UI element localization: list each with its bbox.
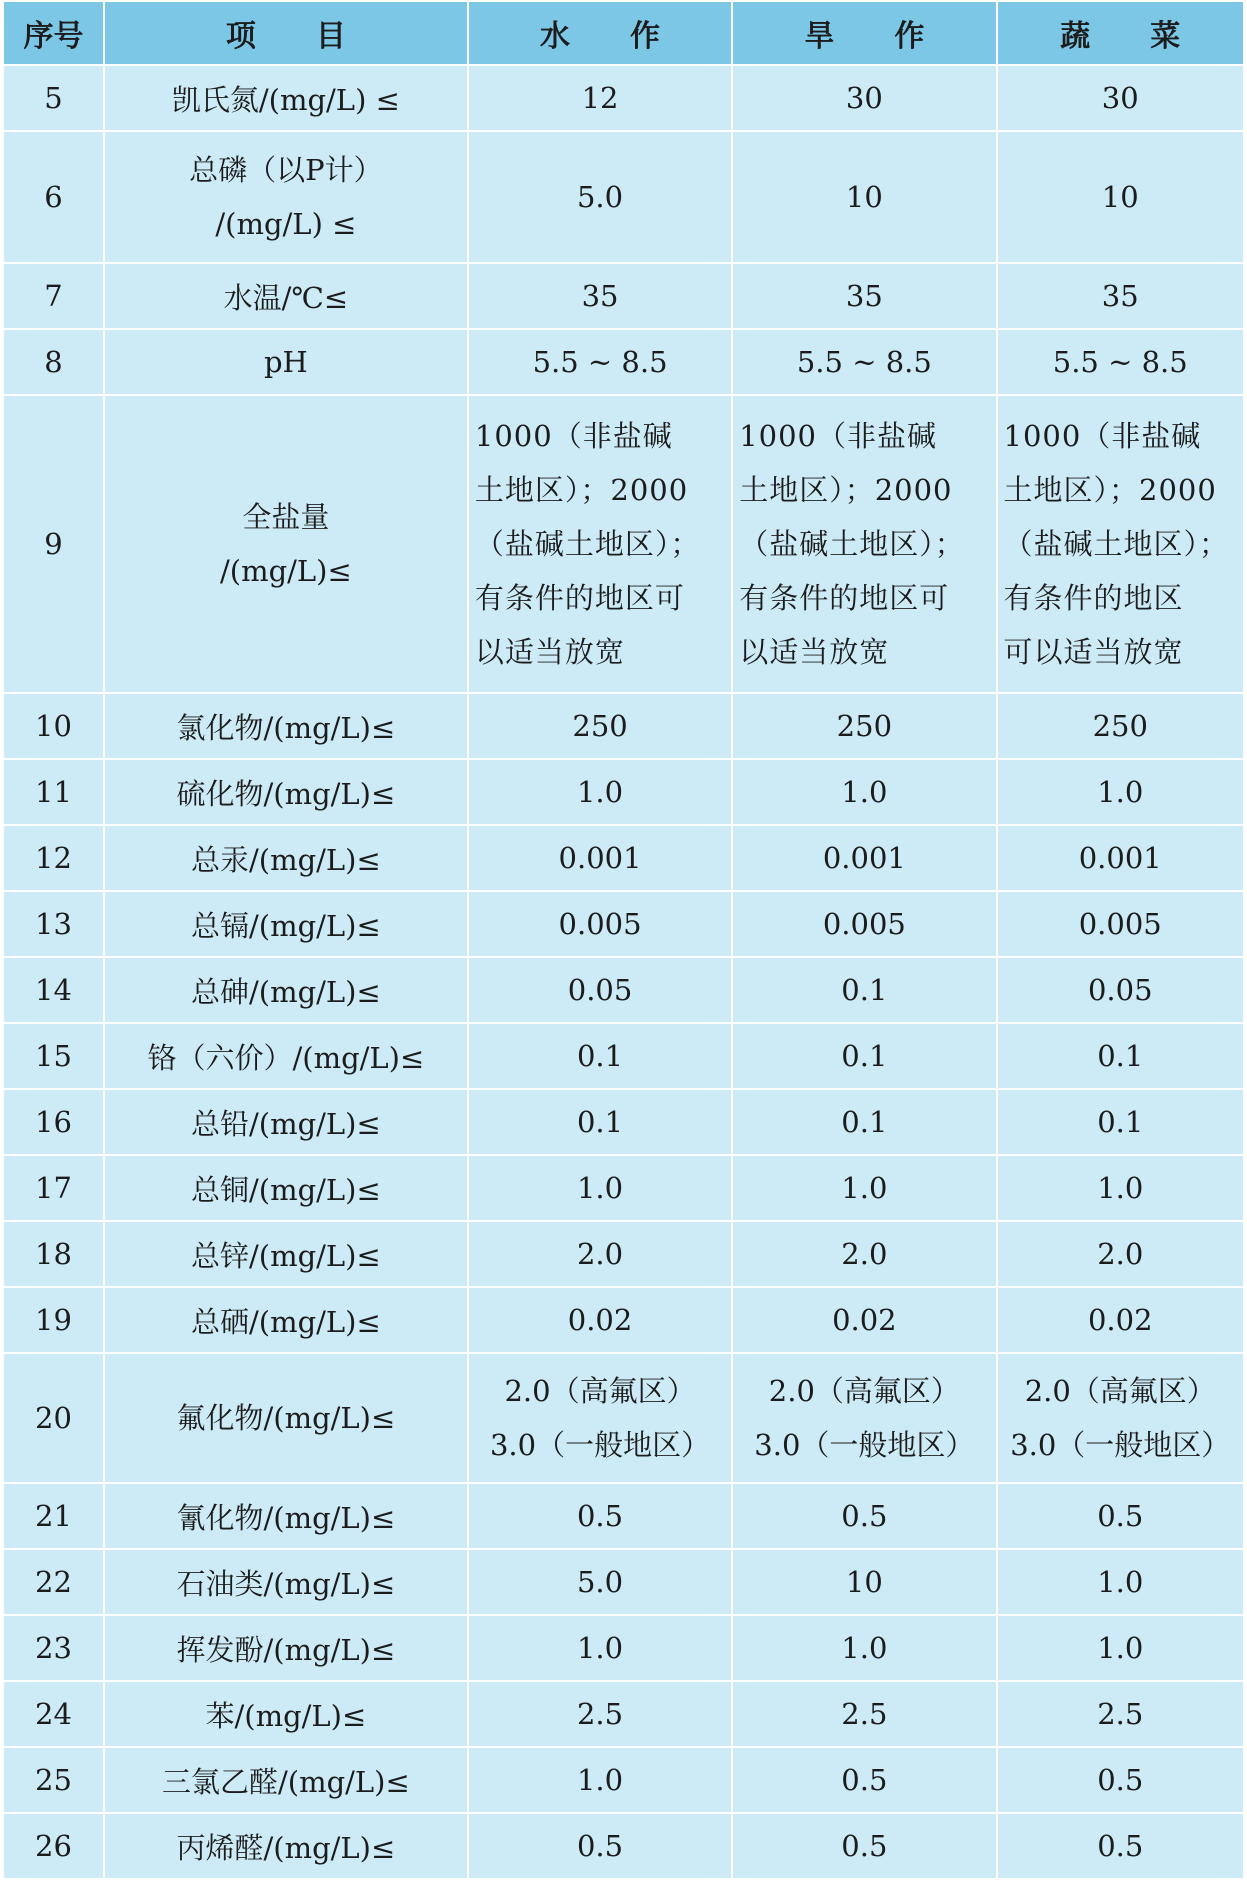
- row-index: 13: [3, 891, 104, 957]
- cell-line: 有条件的地区: [1003, 581, 1184, 615]
- cell-line: 2.0（高氟区）: [1024, 1374, 1216, 1408]
- row-paddy-value: [468, 1155, 732, 1221]
- row-vegetable-value: [997, 1813, 1245, 1879]
- row-item: [104, 957, 468, 1023]
- row-vegetable-value: [997, 693, 1245, 759]
- cell-line: 1.0: [1097, 775, 1144, 809]
- cell-line: 0.5: [1097, 1499, 1144, 1533]
- row-dryland-value: [732, 759, 996, 825]
- cell-line: 挥发酚/(mg/L)≤: [176, 1632, 396, 1667]
- row-vegetable-value: [997, 1681, 1245, 1747]
- cell-line: （盐碱土地区）；: [474, 527, 701, 561]
- row-item: [104, 1747, 468, 1813]
- row-vegetable-value: [997, 1155, 1245, 1221]
- row-paddy-value: [468, 1681, 732, 1747]
- row-dryland-value: [732, 395, 996, 693]
- cell-line: 总砷/(mg/L)≤: [191, 974, 381, 1009]
- cell-line: 1.0: [576, 1631, 624, 1665]
- cell-line: 0.1: [576, 1105, 624, 1139]
- table-row: [3, 1089, 1244, 1155]
- row-item: [104, 1155, 468, 1221]
- cell-line: 0.5: [841, 1499, 888, 1533]
- cell-line: 3.0（一般地区）: [754, 1428, 975, 1462]
- cell-line: 有条件的地区可: [739, 581, 950, 615]
- row-dryland-value: [732, 957, 996, 1023]
- header-vegetable: 蔬 菜: [997, 1, 1245, 65]
- row-index: 9: [3, 395, 104, 693]
- row-vegetable-value: [997, 1615, 1245, 1681]
- row-paddy-value: [468, 693, 732, 759]
- row-index: 21: [3, 1483, 104, 1549]
- row-dryland-value: [732, 1747, 996, 1813]
- cell-line: 土地区）；2000: [1003, 473, 1217, 507]
- row-index: 24: [3, 1681, 104, 1747]
- row-dryland-value: [732, 825, 996, 891]
- cell-line: 0.5: [576, 1829, 624, 1863]
- row-paddy-value: [468, 1813, 732, 1879]
- row-item: [104, 1023, 468, 1089]
- table-row: [3, 1221, 1244, 1287]
- row-dryland-value: [732, 1287, 996, 1353]
- table-body: [3, 65, 1244, 1879]
- row-paddy-value: [468, 1023, 732, 1089]
- cell-line: 2.0（高氟区）: [768, 1374, 960, 1408]
- cell-line: /(mg/L)≤: [220, 554, 352, 588]
- row-vegetable-value: [997, 891, 1245, 957]
- cell-line: （盐碱土地区）；: [739, 527, 965, 561]
- cell-line: 0.005: [1078, 907, 1162, 941]
- cell-line: 0.001: [822, 841, 906, 875]
- row-vegetable-value: [997, 329, 1245, 395]
- row-dryland-value: [732, 1023, 996, 1089]
- cell-line: 250: [836, 709, 893, 743]
- cell-line: 总磷（以P计）: [189, 153, 383, 187]
- row-vegetable-value: [997, 1549, 1245, 1615]
- cell-line: 3.0（一般地区）: [1010, 1428, 1231, 1462]
- cell-line: 35: [581, 279, 619, 313]
- cell-line: /(mg/L) ≤: [215, 207, 357, 241]
- cell-line: 0.005: [558, 907, 642, 941]
- row-dryland-value: [732, 131, 996, 263]
- cell-line: 1.0: [841, 775, 888, 809]
- cell-line: 总硒/(mg/L)≤: [191, 1304, 381, 1339]
- cell-line: 氟化物/(mg/L)≤: [176, 1401, 396, 1435]
- row-index: 17: [3, 1155, 104, 1221]
- cell-line: 可以适当放宽: [1003, 635, 1184, 669]
- row-dryland-value: [732, 1221, 996, 1287]
- row-vegetable-value: [997, 1483, 1245, 1549]
- row-index: 19: [3, 1287, 104, 1353]
- cell-line: 30: [1101, 81, 1139, 115]
- cell-line: 0.05: [567, 973, 633, 1007]
- row-item: [104, 759, 468, 825]
- row-vegetable-value: [997, 1221, 1245, 1287]
- row-dryland-value: [732, 329, 996, 395]
- row-vegetable-value: [997, 825, 1245, 891]
- table-row: [3, 131, 1244, 263]
- row-paddy-value: [468, 759, 732, 825]
- cell-line: 0.1: [1097, 1105, 1144, 1139]
- table-row: [3, 759, 1244, 825]
- row-paddy-value: [468, 65, 732, 131]
- row-paddy-value: [468, 1483, 732, 1549]
- row-index: 15: [3, 1023, 104, 1089]
- row-paddy-value: [468, 1747, 732, 1813]
- cell-line: 0.1: [1097, 1039, 1144, 1073]
- cell-line: 1.0: [841, 1171, 888, 1205]
- row-paddy-value: [468, 891, 732, 957]
- row-paddy-value: [468, 329, 732, 395]
- row-dryland-value: [732, 1089, 996, 1155]
- cell-line: 0.001: [558, 841, 642, 875]
- row-paddy-value: [468, 1287, 732, 1353]
- table-row: [3, 395, 1244, 693]
- row-item: [104, 395, 468, 693]
- row-item: [104, 1353, 468, 1483]
- row-vegetable-value: [997, 1023, 1245, 1089]
- row-paddy-value: [468, 395, 732, 693]
- row-paddy-value: [468, 131, 732, 263]
- cell-line: 0.1: [841, 973, 888, 1007]
- cell-line: 氰化物/(mg/L)≤: [176, 1500, 396, 1535]
- cell-line: 总汞/(mg/L)≤: [191, 842, 381, 877]
- cell-line: 2.0: [576, 1237, 624, 1271]
- row-vegetable-value: [997, 131, 1245, 263]
- cell-line: 2.0: [1097, 1237, 1144, 1271]
- row-vegetable-value: [997, 957, 1245, 1023]
- row-dryland-value: [732, 1353, 996, 1483]
- table-row: [3, 825, 1244, 891]
- cell-line: 总锌/(mg/L)≤: [191, 1238, 381, 1273]
- row-item: [104, 693, 468, 759]
- cell-line: 硫化物/(mg/L)≤: [176, 776, 396, 811]
- row-index: 20: [3, 1353, 104, 1483]
- cell-line: 总铜/(mg/L)≤: [191, 1172, 381, 1207]
- cell-line: （盐碱土地区）；: [1003, 527, 1230, 561]
- table-row: [3, 329, 1244, 395]
- table-row: [3, 1287, 1244, 1353]
- row-item: [104, 1221, 468, 1287]
- cell-line: 2.0: [841, 1237, 888, 1271]
- row-item: [104, 263, 468, 329]
- header-paddy: 水 作: [468, 1, 732, 65]
- row-item: [104, 1615, 468, 1681]
- table-row: [3, 1615, 1244, 1681]
- header-row: [3, 1, 1244, 65]
- cell-line: 3.0（一般地区）: [489, 1428, 711, 1462]
- table-row: [3, 263, 1244, 329]
- row-paddy-value: [468, 1615, 732, 1681]
- cell-line: 0.5: [1097, 1829, 1144, 1863]
- cell-line: 苯/(mg/L)≤: [205, 1698, 367, 1733]
- cell-line: 1.0: [1097, 1565, 1144, 1599]
- row-index: 10: [3, 693, 104, 759]
- row-dryland-value: [732, 1549, 996, 1615]
- table-row: [3, 65, 1244, 131]
- cell-line: 0.001: [1078, 841, 1162, 875]
- cell-line: 0.5: [1097, 1763, 1144, 1797]
- table-header: [3, 1, 1244, 65]
- cell-line: 250: [1092, 709, 1148, 743]
- row-item: [104, 1287, 468, 1353]
- row-dryland-value: [732, 891, 996, 957]
- row-paddy-value: [468, 1089, 732, 1155]
- cell-line: 氯化物/(mg/L)≤: [176, 710, 396, 745]
- cell-line: 1000（非盐碱: [474, 419, 673, 453]
- cell-line: 2.5: [1097, 1697, 1144, 1731]
- row-paddy-value: [468, 825, 732, 891]
- cell-line: 1.0: [1097, 1631, 1144, 1665]
- row-dryland-value: [732, 65, 996, 131]
- table-row: [3, 1155, 1244, 1221]
- table-row: [3, 1813, 1244, 1879]
- cell-line: 1000（非盐碱: [739, 419, 938, 453]
- row-vegetable-value: [997, 759, 1245, 825]
- row-dryland-value: [732, 1155, 996, 1221]
- cell-line: 三氯乙醛/(mg/L)≤: [162, 1764, 410, 1799]
- row-paddy-value: [468, 1353, 732, 1483]
- row-dryland-value: [732, 1483, 996, 1549]
- cell-line: 30: [845, 81, 883, 115]
- cell-line: 1.0: [576, 775, 624, 809]
- row-index: 11: [3, 759, 104, 825]
- cell-line: 凯氏氮/(mg/L) ≤: [171, 82, 400, 117]
- row-index: 22: [3, 1549, 104, 1615]
- row-index: 18: [3, 1221, 104, 1287]
- table-row: [3, 957, 1244, 1023]
- cell-line: 5.5 ~ 8.5: [796, 345, 932, 379]
- cell-line: 0.02: [832, 1303, 897, 1337]
- row-index: 5: [3, 65, 104, 131]
- table-row: [3, 1483, 1244, 1549]
- row-item: [104, 1089, 468, 1155]
- row-dryland-value: [732, 1615, 996, 1681]
- cell-line: 丙烯醛/(mg/L)≤: [176, 1830, 396, 1865]
- table-row: [3, 1023, 1244, 1089]
- table-row: [3, 1549, 1244, 1615]
- header-dryland: 旱 作: [732, 1, 996, 65]
- table-row: [3, 1747, 1244, 1813]
- cell-line: 水温/℃≤: [223, 280, 349, 315]
- row-item: [104, 891, 468, 957]
- row-index: 6: [3, 131, 104, 263]
- cell-line: 1.0: [576, 1171, 624, 1205]
- row-item: [104, 1549, 468, 1615]
- row-vegetable-value: [997, 395, 1245, 693]
- row-dryland-value: [732, 263, 996, 329]
- cell-line: 2.5: [841, 1697, 888, 1731]
- row-vegetable-value: [997, 263, 1245, 329]
- cell-line: 0.1: [841, 1039, 888, 1073]
- header-index: 序号: [3, 1, 104, 65]
- cell-line: 以适当放宽: [739, 635, 890, 669]
- table-row: [3, 1353, 1244, 1483]
- cell-line: 5.5 ~ 8.5: [1052, 345, 1188, 379]
- row-dryland-value: [732, 1813, 996, 1879]
- cell-line: 5.0: [576, 180, 624, 214]
- cell-line: 土地区）；2000: [739, 473, 953, 507]
- row-paddy-value: [468, 957, 732, 1023]
- row-paddy-value: [468, 1221, 732, 1287]
- cell-line: 1.0: [576, 1763, 624, 1797]
- row-item: [104, 1813, 468, 1879]
- cell-line: 铬（六价）/(mg/L)≤: [147, 1040, 425, 1075]
- row-item: [104, 825, 468, 891]
- row-index: 7: [3, 263, 104, 329]
- row-index: 12: [3, 825, 104, 891]
- row-item: [104, 1483, 468, 1549]
- row-vegetable-value: [997, 65, 1245, 131]
- cell-line: 0.1: [576, 1039, 624, 1073]
- cell-line: 0.02: [567, 1303, 633, 1337]
- cell-line: 石油类/(mg/L)≤: [176, 1566, 396, 1601]
- cell-line: 有条件的地区可: [474, 581, 685, 615]
- cell-line: 总镉/(mg/L)≤: [191, 908, 381, 943]
- cell-line: 35: [1101, 279, 1139, 313]
- cell-line: 10: [845, 1565, 883, 1599]
- row-dryland-value: [732, 1681, 996, 1747]
- row-vegetable-value: [997, 1353, 1245, 1483]
- row-vegetable-value: [997, 1747, 1245, 1813]
- cell-line: 5.0: [576, 1565, 624, 1599]
- row-item: [104, 1681, 468, 1747]
- row-vegetable-value: [997, 1089, 1245, 1155]
- row-index: 25: [3, 1747, 104, 1813]
- cell-line: 1.0: [1097, 1171, 1144, 1205]
- cell-line: 250: [572, 709, 628, 743]
- cell-line: 0.02: [1087, 1303, 1153, 1337]
- table-row: [3, 1681, 1244, 1747]
- cell-line: 5.5 ~ 8.5: [532, 345, 668, 379]
- cell-line: 2.0（高氟区）: [504, 1374, 696, 1408]
- row-paddy-value: [468, 1549, 732, 1615]
- row-index: 26: [3, 1813, 104, 1879]
- cell-line: 1000（非盐碱: [1003, 419, 1202, 453]
- cell-line: 0.1: [841, 1105, 888, 1139]
- row-item: [104, 65, 468, 131]
- row-index: 16: [3, 1089, 104, 1155]
- cell-line: 35: [845, 279, 883, 313]
- cell-line: 总铅/(mg/L)≤: [191, 1106, 381, 1141]
- cell-line: pH: [263, 345, 308, 379]
- row-dryland-value: [732, 693, 996, 759]
- cell-line: 0.5: [576, 1499, 624, 1533]
- table-row: [3, 891, 1244, 957]
- row-vegetable-value: [997, 1287, 1245, 1353]
- row-index: 23: [3, 1615, 104, 1681]
- cell-line: 0.005: [822, 907, 906, 941]
- cell-line: 2.5: [576, 1697, 624, 1731]
- cell-line: 0.5: [841, 1763, 888, 1797]
- cell-line: 土地区）；2000: [474, 473, 689, 507]
- cell-line: 全盐量: [242, 500, 330, 534]
- row-index: 8: [3, 329, 104, 395]
- cell-line: 以适当放宽: [474, 635, 625, 669]
- cell-line: 10: [845, 180, 883, 214]
- row-item: [104, 329, 468, 395]
- row-item: [104, 131, 468, 263]
- row-paddy-value: [468, 263, 732, 329]
- cell-line: 12: [581, 81, 619, 115]
- irrigation-water-quality-table: [2, 0, 1245, 1880]
- cell-line: 0.5: [841, 1829, 888, 1863]
- table-row: [3, 693, 1244, 759]
- row-index: 14: [3, 957, 104, 1023]
- header-item: 项 目: [104, 1, 468, 65]
- cell-line: 1.0: [841, 1631, 888, 1665]
- cell-line: 0.05: [1087, 973, 1153, 1007]
- cell-line: 10: [1101, 180, 1139, 214]
